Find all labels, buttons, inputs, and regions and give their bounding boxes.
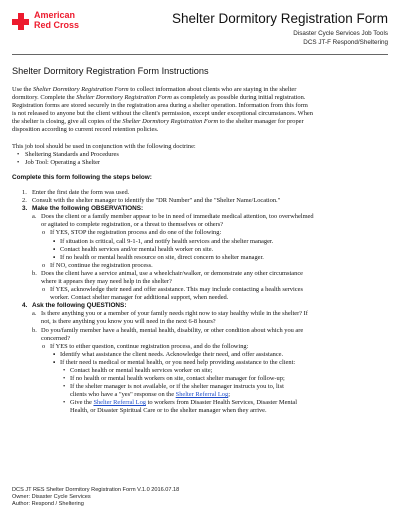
list-item: • Sheltering Standards and Procedures [12, 151, 392, 159]
list-item: • If the shelter manager is not available, or if the shelter manager instructs you to, list [63, 383, 284, 391]
step-3a: a. Does the client or a family member appear to be in need of immediate medical attention, too overwhelmed [32, 213, 314, 221]
shelter-referral-log-link[interactable]: Shelter Referral Log [175, 391, 229, 399]
doctrine-block: This job tool should be used in conjunction with the following doctrine: • Sheltering Standards and Procedures • Job Tool: Operating a Shelter [12, 143, 392, 167]
list-item: ▪ Identify what assistance the client needs. Acknowledge their need, and offer assistance. [53, 350, 284, 358]
list-item: • Contact health or mental health services worker on site; [63, 367, 213, 374]
step-2: 2. Consult with the shelter manager to identify the "DR Number" and the "Shelter Name/Location." [22, 197, 281, 205]
list-item: • Job Tool: Operating a Shelter [12, 159, 392, 167]
step-4a: a. Is there anything you or a member of your family needs right now to stay healthy while in the shelter? If [32, 310, 308, 318]
step-3b-yes: o If YES, acknowledge their need and offer assistance. This may include contacting a health services [42, 286, 303, 294]
red-cross-logo [12, 11, 92, 35]
document-body [12, 86, 392, 416]
list-item: ▪ If no health or mental health resource on site, direct concern to shelter manager. [53, 253, 264, 261]
list-item: ▪ If their need is medical or mental health, or you need help providing assistance to the client: [53, 358, 296, 366]
page-footer: DCS JT RES Shelter Dormitory Registration Form V.1.0 2016.07.18 Owner: Disaster Cycle Services Author: Respond / Sheltering [12, 487, 180, 508]
document-title: Shelter Dormitory Registration Form [171, 11, 388, 26]
step-3a-yes: o If YES, STOP the registration process and do one of the following: [42, 229, 222, 237]
logo-wordmark: American Red Cross [34, 10, 80, 30]
section-title: Shelter Dormitory Registration Form Instructions [12, 66, 209, 76]
step-4-yes: o If YES to either question, continue registration process, and do the following: [42, 342, 249, 350]
header-divider [12, 54, 388, 55]
step-1: 1. Enter the first date the form was used. [22, 188, 130, 196]
step-3a-no: o If NO, continue the registration process. [42, 261, 153, 269]
step-3b: b. Does the client have a service animal, use a wheelchair/walker, or demonstrate any other circumstance [32, 269, 304, 277]
step-4: 4. Ask the following QUESTIONS: [22, 302, 127, 310]
red-cross-icon [12, 13, 29, 30]
list-item: ▪ Contact health services and/or mental health worker on site. [53, 245, 214, 253]
shelter-referral-log-link[interactable]: Shelter Referral Log [93, 399, 146, 407]
list-item: ▪ If situation is critical, call 9-1-1, and notify health services and the shelter manager. [53, 237, 274, 245]
intro-paragraph: Use the Shelter Dormitory Registration Form to collect information about clients who are staying in the shelter dormitory. Complete the Shelter Dormitory Registration Form as completely as possible during initial registration. Registration forms are stored securely in the registration area during a shelter operation. Information from this form is not released to anyone but the client without the client's permission, except under exceptional circumstances. When the shelter is closing, give all copies of the Shelter Dormitory Registration Form to the shelter manager for proper disposition according to current record retention policies. [12, 86, 313, 134]
steps-list: 1. Enter the first date the form was used. 2. Consult with the shelter manager to identify the "DR Number" and the "Shelter Name/Location." 3. Make the following OBSERVATIONS: a. Does the client or a family member appear to be in need of immediate medical attention, too overwhelmed or agitated to complete registration, or a threat to themselves or others? o If YES, STOP the registration process and do one of the following: ▪ If situation is critical, call 9-1-1, and notify health services and the shelter manager. ▪ Contact health services and/or mental health worker on site. ▪ If no health or mental health resource on site, direct concern to shelter manager. o If NO, continue the registration process. b. Does the client have a service animal, use a wheelchair/walker, or demonstrate any other circumstance where it appears they may need help in the shelter? o If YES, acknowledge their need and offer assistance. This may include contacting a health services worker. Contact shelter manager for additional support, when needed. 4. Ask the following QUESTIONS: a. Is there anything you or a member of your family needs right now to stay healthy while in the shelter? If not, is there anything you know you will need in the next 6-8 hours? b. Do you/family member have a health, mental health, disability, or other condition about which you are concerned? o If YES to either question, continue registration process, and do the following: ▪ Identify what assistance the client needs. Acknowledge their need, and offer assistance. ▪ If their need is medical or mental health, or you need help providing assistance to the client: • Contact health or mental health services worker on site; • If no health or mental health workers on site, contact shelter manager for follow-up; • If the shelter manager is not available, or if the shelter manager instructs you to, list clients who have a "yes" response on the Shelter Referral Log; • Give the Shelter Referral Log to workers from Disaster Health Services, Disaster Mental Health, or Disaster Spiritual Care or to the shelter manager when they arrive. [12, 189, 392, 416]
list-item: • Give the Shelter Referral Log to workers from Disaster Health Services, Disaster Mental [63, 399, 297, 407]
step-3: 3. Make the following OBSERVATIONS: [22, 205, 144, 213]
document-subtitle: Disaster Cycle Services Job Tools DCS JT-F Respond/Sheltering [293, 30, 388, 46]
list-item: • If no health or mental health workers on site, contact shelter manager for follow-up; [63, 375, 285, 383]
steps-heading: Complete this form following the steps below: [12, 173, 152, 181]
step-4b: b. Do you/family member have a health, mental health, disability, or other condition about which you are [32, 326, 304, 334]
